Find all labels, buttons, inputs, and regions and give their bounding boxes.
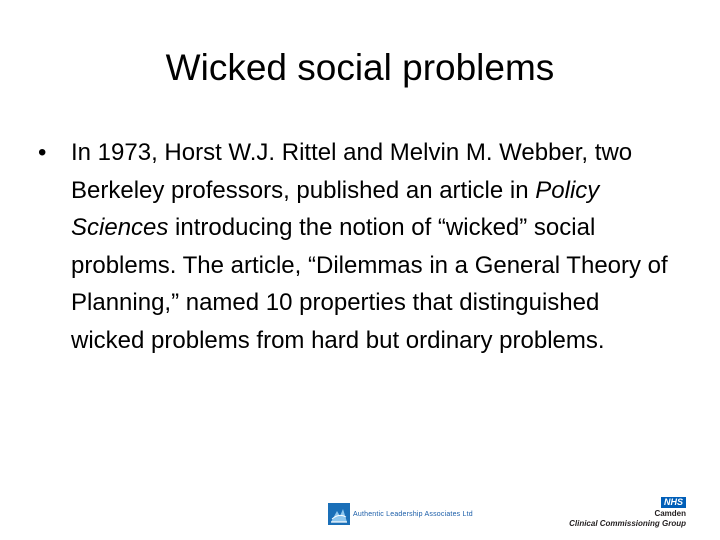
bullet-list [36, 134, 686, 359]
bullet-text-part: In 1973, Horst W.J. Rittel and Melvin M. Webber, two Berkeley professors, published an article in [71, 139, 633, 204]
nhs-badge: NHS [661, 497, 686, 508]
nhs-organisation-name: Clinical Commissioning Group [569, 519, 686, 528]
bullet-text-part: introducing the notion of “wicked” social problems. The article, “Dilemmas in a General Theory of Planning,” named 10 properties that distinguished wicked problems from hard but ordinary problems. [71, 214, 668, 354]
ala-logo-icon [328, 503, 350, 525]
ala-logo-text: Authentic Leadership Associates Ltd [353, 510, 473, 518]
authentic-leadership-logo [328, 503, 473, 525]
nhs-place-name: Camden [654, 509, 686, 518]
bullet-marker: • [38, 139, 47, 166]
nhs-camden-logo [536, 497, 686, 531]
journal-title: Policy Sciences [71, 176, 600, 241]
bullet-text [71, 134, 671, 359]
bullet-item [36, 134, 686, 359]
slide-title: Wicked social problems [165, 47, 555, 88]
